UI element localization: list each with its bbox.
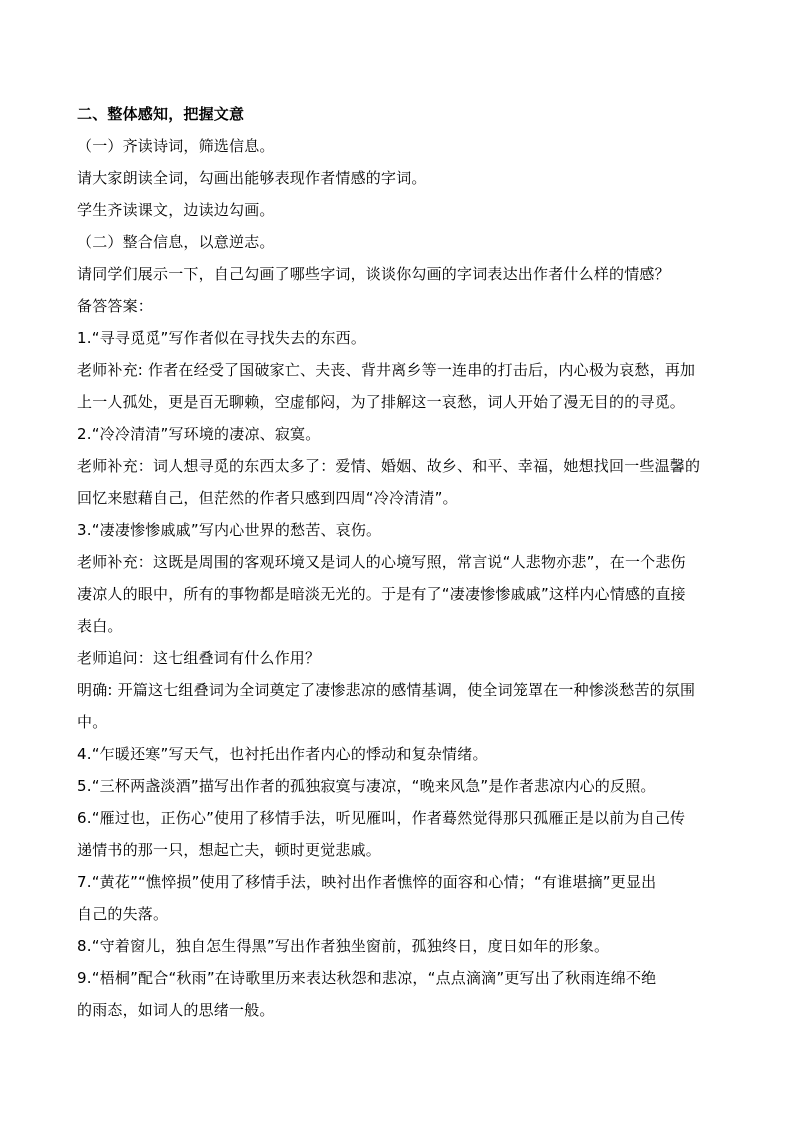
text-line: 5.“三杯两盏淡酒”描写出作者的孤独寂寞与凄凉，“晚来风急”是作者悲凉内心的反照。: [77, 777, 656, 795]
text-line: （二）整合信息，以意逆志。: [77, 233, 275, 251]
text-line: 6.“雁过也，正伤心”使用了移情手法，听见雁叫，作者蓦然觉得那只孤雁正是以前为自己传: [77, 809, 686, 827]
text-line: 老师补充: 作者在经受了国破家亡、夫丧、背井离乡等一连串的打击后，内心极为哀愁，再加: [77, 361, 696, 379]
text-line: 的雨态，如词人的思绪一般。: [77, 1001, 275, 1019]
text-line: 备答答案：: [77, 297, 154, 315]
text-line: 上一人孤处，更是百无聊赖，空虚郁闷，为了排解这一哀愁，词人开始了漫无目的的寻觅。: [77, 393, 686, 411]
text-line: 7.“黄花”“憔悴损”使用了移情手法，映衬出作者憔悴的面容和心情；“有谁堪摘”更显出: [77, 873, 657, 891]
text-line: 1.“寻寻觅觅”写作者似在寻找失去的东西。: [77, 329, 367, 347]
text-line: 9.“梧桐”配合“秋雨”在诗歌里历来表达秋怨和悲凉，“点点滴滴”更写出了秋雨连绵不绝: [77, 969, 657, 987]
text-line: 老师追问：这七组叠词有什么作用？: [77, 649, 321, 667]
text-line: 老师补充：词人想寻觅的东西太多了：爱情、婚姻、故乡、和平、幸福，她想找回一些温馨的: [77, 457, 701, 475]
text-line: 8.“守着窗儿，独自怎生得黑”写出作者独坐窗前，孤独终日，度日如年的形象。: [77, 937, 610, 955]
text-line: 表白。: [77, 617, 123, 635]
text-line: 凄凉人的眼中，所有的事物都是暗淡无光的。于是有了“凄凄惨惨戚戚”这样内心情感的直接: [77, 585, 686, 603]
text-line: 明确: 开篇这七组叠词为全词奠定了凄惨悲凉的感情基调，使全词笼罩在一种惨淡愁苦的氛围: [77, 681, 696, 699]
text-line: 请同学们展示一下，自己勾画了哪些字词，谈谈你勾画的字词表达出作者什么样的情感？: [77, 265, 670, 283]
text-line: 回忆来慰藉自己，但茫然的作者只感到四周“冷冷清清”。: [77, 489, 458, 507]
text-line: 老师补充：这既是周围的客观环境又是词人的心境写照，常言说“人悲物亦悲”，在一个悲伤: [77, 553, 686, 571]
text-line: 2.“冷冷清清”写环境的凄凉、寂寞。: [77, 425, 321, 443]
text-line: （一）齐读诗词，筛选信息。: [77, 137, 275, 155]
text-line: 学生齐读课文，边读边勾画。: [77, 201, 275, 219]
document-body: [77, 98, 722, 1026]
text-line: 自己的失落。: [77, 905, 169, 923]
text-line: 中。: [77, 713, 108, 731]
text-line: 递情书的那一只，想起亡夫，顿时更觉悲戚。: [77, 841, 382, 859]
text-line: 4.“乍暖还寒”写天气，也衬托出作者内心的悸动和复杂情绪。: [77, 745, 488, 763]
text-line: 3.“凄凄惨惨戚戚”写内心世界的愁苦、哀伤。: [77, 521, 382, 539]
text-line: 请大家朗读全词，勾画出能够表现作者情感的字词。: [77, 169, 427, 187]
section-heading: 二、整体感知，把握文意: [77, 105, 245, 123]
